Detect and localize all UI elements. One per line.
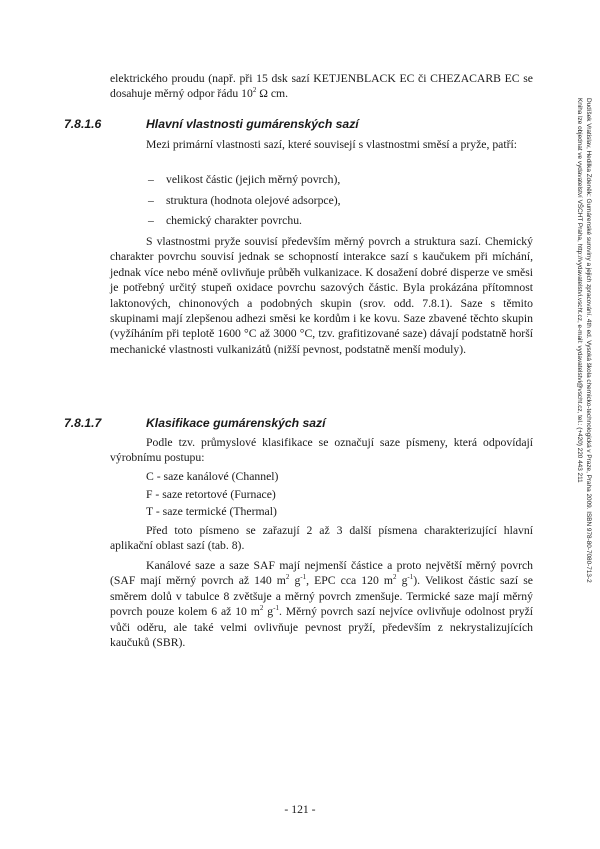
paragraph: Podle tzv. průmyslové klasifikace se označují saze písmeny, která odpovídají výrobnímu postupu:	[110, 436, 533, 465]
section-number: 7.8.1.6	[64, 117, 102, 131]
side-note-line: Dudíšek Vratislav, Hedilka Zdeněk: Gumárenské suroviny a jejich zpracování. 4th ed. Vysoká škola chemicko-technologická v Praze, Praha 2009. ISBN 978-80-7080-713-2	[585, 98, 592, 583]
section-heading-7816	[64, 117, 359, 131]
list-item: – struktura (hodnota olejové adsorpce),	[148, 194, 341, 207]
list-item: – velikost částic (jejich měrný povrch),	[148, 173, 341, 186]
page-number: - 121 -	[284, 803, 316, 816]
paragraph: Mezi primární vlastnosti sazí, které souvisejí s vlastnostmi směsí a pryže, patří:	[146, 138, 518, 151]
classification-item: F - saze retortové (Furnace)	[146, 488, 276, 501]
classification-item: C - saze kanálové (Channel)	[146, 470, 279, 483]
section-title: Klasifikace gumárenských sazí	[146, 416, 326, 430]
paragraph: Před toto písmeno se zařazují 2 až 3 další písmena charakterizující hlavní aplikační oblast sazí (tab. 8).	[110, 524, 533, 553]
section-title: Hlavní vlastnosti gumárenských sazí	[146, 117, 359, 131]
paragraph: Kanálové saze a saze SAF mají nejmenší částice a proto největší měrný povrch (SAF mají měrný povrch až 140 $m^2$ $g^{-1}$, EPC cca 120 $m^2$ $g^{-1}$). Velikost částic sazí se směrem dolů v tabulce 8 zvětšuje a měrný povrch zmenšuje. Termické saze mají měrný povrch pouze kolem 6 až 10 $m^2$ $g^{-1}$. Měrný povrch sazí nejvíce ovlivňuje odolnost pryží vůči oděru, ale také velmi ovlivňuje pevnost pryží, především z nekrystalizujících kaučuků (SBR).	[110, 559, 534, 650]
intro-paragraph: elektrického proudu (např. při 15 dsk sazí KETJENBLACK EC či CHEZACARB EC se dosahuje měrný odpor řádu $10^2$ Ω cm.	[110, 72, 533, 101]
side-note-line: Kniha lze objednat ve vydavatelství VŠCHT Praha, http://vydavatelstvi.vscht.cz, e-mail: vydavatelstvi@vscht.cz, tel.: (+420) 220 443 211	[575, 98, 583, 483]
section-heading-7817	[64, 416, 326, 430]
list-item: – chemický charakter povrchu.	[148, 214, 302, 227]
paragraph: S vlastnostmi pryže souvisí především měrný povrch a struktura sazí. Chemický charakter povrchu souvisí jednak se schopností interakce sazí s kaučukem při míchání, jednak více nebo méně ovlivňuje průběh vulkanizace. K dosažení dobré disperze ve směsi je potřebný určitý stupeň oxidace povrchu sazových částic. Byla prokázána přítomnost laktonových, chinonových a podobných skupin (srov. odd. 7.8.1). Saze s těmito skupinami mají zlepšenou adhezi směsi ke kordům i ke kovu. Saze zbavené těchto skupin (vyžíháním při teplotě 1600 °C až 3000 °C, tzv. grafitizované saze) dávají podstatně horší mechanické vlastnosti vulkanizátů (nižší pevnost, podstatně menší moduly).	[110, 235, 533, 356]
classification-item: T - saze termické (Thermal)	[146, 505, 277, 518]
section-number: 7.8.1.7	[64, 416, 102, 430]
